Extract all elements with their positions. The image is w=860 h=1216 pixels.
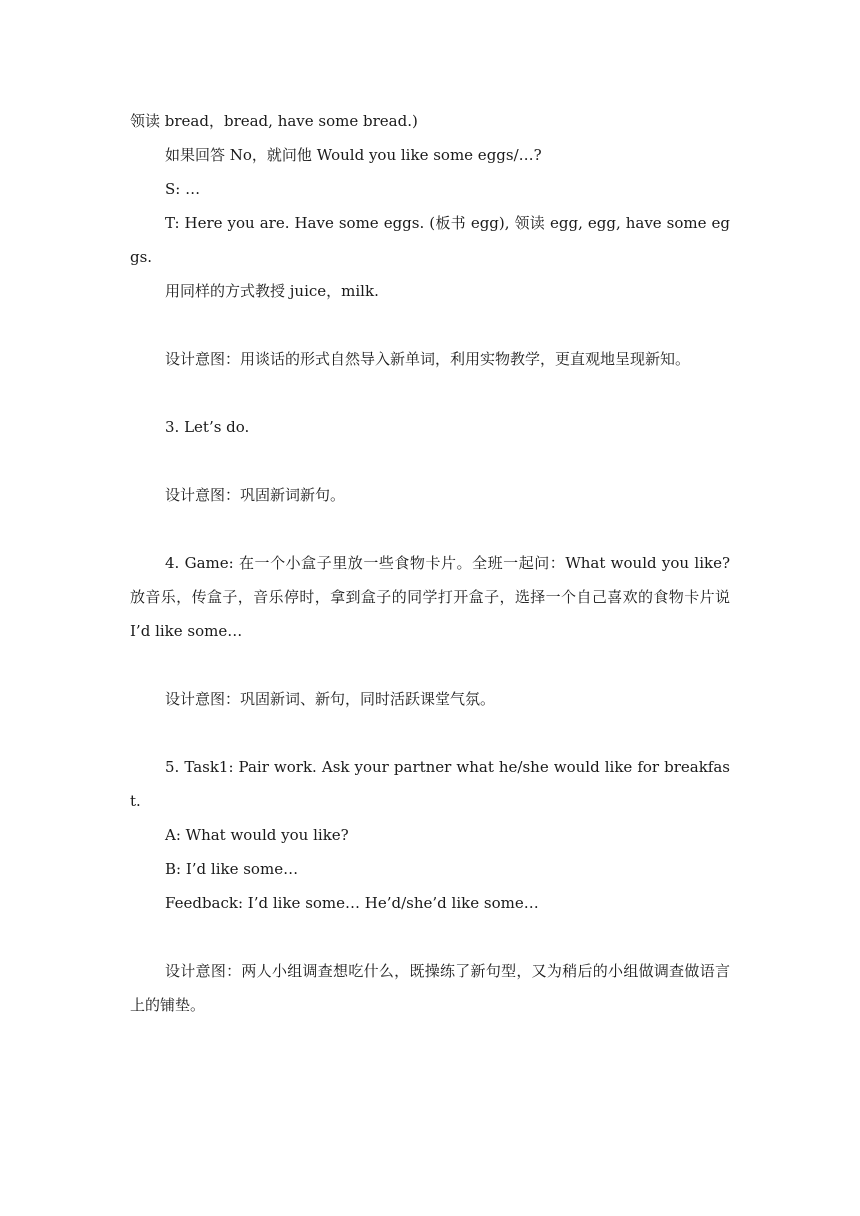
spacer <box>130 648 730 682</box>
game-paragraph: 4. Game: 在一个小盒子里放一些食物卡片。全班一起问：What would you like? 放音乐，传盒子，音乐停时，拿到盒子的同学打开盒子，选择一个自己喜欢的食物卡片说 I’d like some… <box>130 554 730 640</box>
design-intent-paragraph: 设计意图：巩固新词新句。 <box>165 486 346 504</box>
spacer <box>130 444 730 478</box>
task-paragraph: 5. Task1: Pair work. Ask your partner what he/she would like for breakfast. <box>130 758 730 810</box>
spacer <box>130 716 730 750</box>
spacer <box>130 376 730 410</box>
text-line: 如果回答 No，就问他 Would you like some eggs/…? <box>165 146 542 164</box>
text-line: 领读 bread，bread, have some bread.) <box>130 112 418 130</box>
dialogue-line: A: What would you like? <box>165 826 349 844</box>
section-heading: 3. Let’s do. <box>165 418 250 436</box>
design-intent-paragraph: 设计意图：巩固新词、新句，同时活跃课堂气氛。 <box>165 690 496 708</box>
text-paragraph: T: Here you are. Have some eggs. (板书 egg), 领读 egg, egg, have some eggs. <box>130 214 730 266</box>
text-line: 用同样的方式教授 juice，milk. <box>165 282 379 300</box>
text-line: S: … <box>165 180 201 198</box>
document-page <box>130 104 730 1022</box>
design-intent-paragraph: 设计意图：两人小组调查想吃什么，既操练了新句型，又为稍后的小组做调查做语言上的铺垫。 <box>130 962 730 1014</box>
feedback-line: Feedback: I’d like some… He’d/she’d like some… <box>165 894 539 912</box>
dialogue-line: B: I’d like some… <box>165 860 299 878</box>
spacer <box>130 512 730 546</box>
design-intent-paragraph: 设计意图：用谈话的形式自然导入新单词，利用实物教学，更直观地呈现新知。 <box>165 350 691 368</box>
spacer <box>130 920 730 954</box>
spacer <box>130 308 730 342</box>
